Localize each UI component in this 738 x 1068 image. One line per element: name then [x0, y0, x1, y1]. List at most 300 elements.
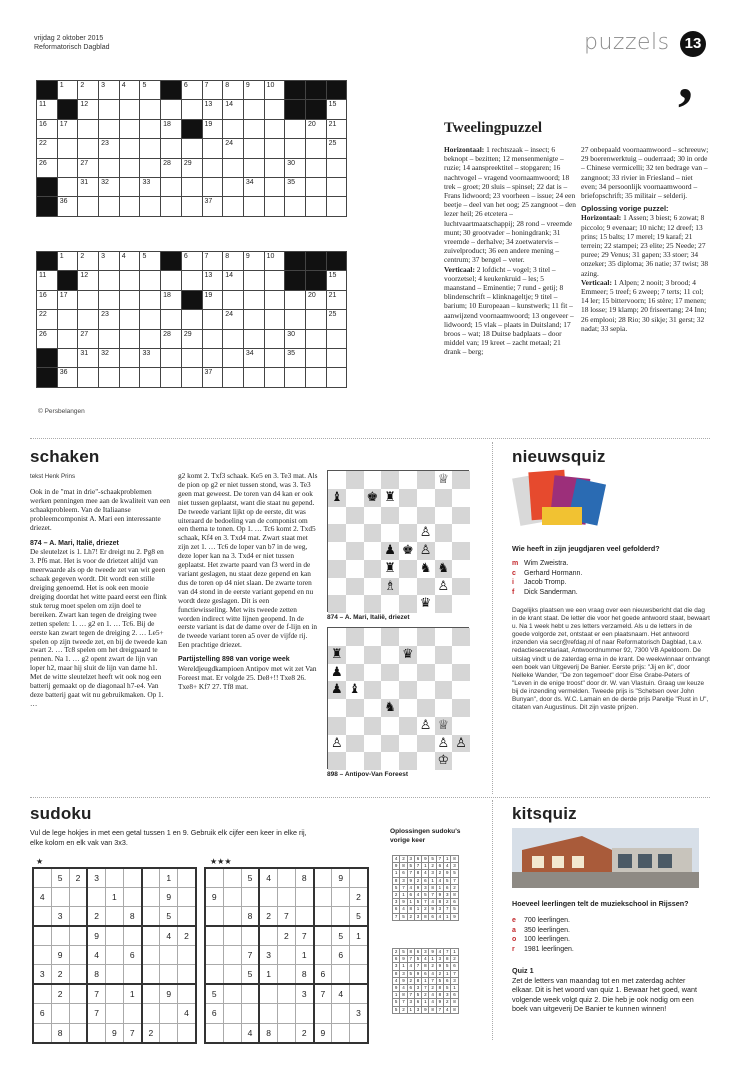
crossword-cell[interactable] — [99, 368, 120, 387]
crossword-cell[interactable] — [119, 290, 140, 309]
sudoku-cell[interactable] — [178, 984, 196, 1003]
sudoku-cell[interactable] — [69, 965, 87, 984]
crossword-cell[interactable] — [264, 310, 285, 329]
crossword-cell[interactable] — [285, 139, 306, 158]
crossword-cell[interactable]: 31 — [78, 348, 99, 367]
sudoku-cell[interactable] — [259, 887, 277, 906]
sudoku-cell[interactable] — [314, 946, 332, 965]
crossword-cell[interactable] — [305, 368, 326, 387]
sudoku-cell[interactable] — [350, 965, 368, 984]
crossword-cell[interactable] — [140, 100, 161, 119]
crossword-cell[interactable] — [140, 271, 161, 290]
crossword-cell[interactable]: 26 — [37, 158, 58, 177]
crossword-cell[interactable] — [57, 329, 78, 348]
crossword-cell[interactable]: 34 — [243, 348, 264, 367]
sudoku-cell[interactable] — [241, 887, 259, 906]
crossword-cell[interactable] — [181, 197, 202, 216]
sudoku-cell[interactable] — [178, 1023, 196, 1042]
crossword-cell[interactable]: 1 — [57, 81, 78, 100]
sudoku-cell[interactable] — [350, 946, 368, 965]
crossword-cell[interactable] — [57, 177, 78, 196]
sudoku-cell[interactable] — [160, 965, 178, 984]
crossword-cell[interactable]: 26 — [37, 329, 58, 348]
crossword-cell[interactable] — [264, 348, 285, 367]
crossword-cell[interactable] — [119, 368, 140, 387]
crossword-cell[interactable] — [161, 368, 182, 387]
sudoku-cell[interactable] — [223, 984, 241, 1003]
sudoku-cell[interactable] — [51, 1004, 69, 1023]
crossword-cell[interactable]: 18 — [161, 290, 182, 309]
sudoku-cell[interactable] — [241, 1004, 259, 1023]
crossword-cell[interactable]: 22 — [37, 139, 58, 158]
crossword-cell[interactable]: 10 — [264, 81, 285, 100]
crossword-cell[interactable]: 30 — [285, 158, 306, 177]
crossword-cell[interactable] — [140, 197, 161, 216]
crossword-cell[interactable] — [119, 329, 140, 348]
crossword-cell[interactable] — [243, 271, 264, 290]
sudoku-cell[interactable] — [69, 984, 87, 1003]
crossword-cell[interactable] — [161, 100, 182, 119]
crossword-cell[interactable] — [119, 119, 140, 138]
sudoku-cell[interactable] — [105, 965, 123, 984]
sudoku-cell[interactable] — [69, 907, 87, 926]
sudoku-grid-hard[interactable] — [204, 867, 369, 1044]
crossword-cell[interactable]: 30 — [285, 329, 306, 348]
sudoku-cell[interactable] — [105, 907, 123, 926]
crossword-cell[interactable] — [99, 329, 120, 348]
sudoku-cell[interactable] — [259, 1004, 277, 1023]
crossword-cell[interactable] — [243, 310, 264, 329]
sudoku-cell[interactable] — [295, 1004, 313, 1023]
crossword-cell[interactable] — [264, 158, 285, 177]
crossword-cell[interactable]: 16 — [37, 290, 58, 309]
crossword-cell[interactable] — [285, 197, 306, 216]
sudoku-cell[interactable] — [259, 926, 277, 945]
sudoku-cell[interactable] — [223, 965, 241, 984]
sudoku-cell[interactable] — [142, 946, 160, 965]
sudoku-cell[interactable] — [33, 926, 51, 945]
chess-piece: ♜ — [381, 489, 399, 507]
crossword-cell[interactable] — [305, 139, 326, 158]
crossword-cell[interactable]: 6 — [181, 81, 202, 100]
sudoku-cell[interactable] — [178, 868, 196, 887]
crossword-cell[interactable]: 25 — [326, 310, 347, 329]
sudoku-cell[interactable] — [277, 1023, 295, 1042]
sudoku-cell[interactable] — [69, 946, 87, 965]
crossword-cell[interactable] — [305, 197, 326, 216]
crossword-cell[interactable]: 9 — [243, 252, 264, 271]
crossword-cell[interactable]: 29 — [181, 329, 202, 348]
crossword-cell[interactable]: 22 — [37, 310, 58, 329]
solution-cell: 2 — [444, 899, 451, 906]
crossword-cell[interactable] — [264, 139, 285, 158]
crossword-cell[interactable] — [119, 139, 140, 158]
crossword-cell[interactable]: 2 — [78, 252, 99, 271]
crossword-cell[interactable] — [78, 139, 99, 158]
sudoku-grid-easy[interactable] — [32, 867, 197, 1044]
crossword-cell[interactable]: 16 — [37, 119, 58, 138]
crossword-cell[interactable] — [202, 139, 223, 158]
crossword-cell[interactable] — [243, 368, 264, 387]
crossword-cell[interactable] — [119, 348, 140, 367]
crossword-cell[interactable] — [119, 271, 140, 290]
sudoku-cell[interactable] — [205, 907, 223, 926]
sudoku-cell[interactable] — [350, 984, 368, 1003]
crossword-cell[interactable]: 3 — [99, 252, 120, 271]
chess-square — [328, 524, 346, 542]
sudoku-cell[interactable] — [142, 887, 160, 906]
sudoku-cell[interactable] — [277, 1004, 295, 1023]
crossword-cell[interactable] — [181, 310, 202, 329]
crossword-cell[interactable]: 31 — [78, 177, 99, 196]
crossword-cell[interactable] — [202, 177, 223, 196]
crossword-cell[interactable] — [140, 158, 161, 177]
crossword-cell[interactable] — [57, 158, 78, 177]
sudoku-cell[interactable] — [241, 984, 259, 1003]
crossword-cell[interactable]: 27 — [78, 329, 99, 348]
crossword-cell[interactable] — [161, 271, 182, 290]
crossword-cell[interactable] — [243, 119, 264, 138]
crossword-cell[interactable] — [223, 158, 244, 177]
crossword-cell[interactable] — [78, 197, 99, 216]
crossword-cell[interactable]: 13 — [202, 271, 223, 290]
sudoku-cell[interactable] — [160, 1004, 178, 1023]
crossword-cell[interactable] — [243, 290, 264, 309]
crossword-cell[interactable] — [99, 290, 120, 309]
crossword-cell[interactable]: 28 — [161, 158, 182, 177]
sudoku-cell[interactable] — [33, 984, 51, 1003]
crossword-cell[interactable] — [264, 100, 285, 119]
crossword-cell[interactable] — [140, 329, 161, 348]
crossword-cell[interactable] — [181, 139, 202, 158]
crossword-cell[interactable] — [223, 329, 244, 348]
crossword-cell[interactable] — [140, 368, 161, 387]
sudoku-cell[interactable] — [51, 887, 69, 906]
sudoku-cell[interactable] — [314, 907, 332, 926]
sudoku-cell[interactable] — [142, 868, 160, 887]
crossword-cell[interactable] — [202, 158, 223, 177]
sudoku-cell[interactable] — [142, 1004, 160, 1023]
crossword-cell[interactable] — [181, 100, 202, 119]
crossword-cell[interactable] — [78, 119, 99, 138]
crossword-cell[interactable] — [181, 177, 202, 196]
sudoku-cell[interactable] — [123, 965, 141, 984]
sudoku-cell[interactable] — [69, 1004, 87, 1023]
crossword-cell[interactable] — [223, 197, 244, 216]
crossword-cell[interactable] — [140, 119, 161, 138]
crossword-cell[interactable]: 25 — [326, 139, 347, 158]
crossword-cell[interactable]: 29 — [181, 158, 202, 177]
crossword-cell[interactable] — [285, 290, 306, 309]
crossword-cell[interactable]: 21 — [326, 290, 347, 309]
crossword-cell[interactable]: 8 — [223, 252, 244, 271]
crossword-cell[interactable] — [161, 310, 182, 329]
crossword-cell[interactable]: 37 — [202, 197, 223, 216]
crossword-cell[interactable]: 12 — [78, 271, 99, 290]
sudoku-cell[interactable] — [123, 1004, 141, 1023]
sudoku-cell[interactable] — [33, 1023, 51, 1042]
crossword-cell[interactable] — [326, 177, 347, 196]
sudoku-cell[interactable] — [223, 926, 241, 945]
crossword-cell[interactable] — [223, 119, 244, 138]
crossword-cell[interactable] — [161, 177, 182, 196]
sudoku-cell: 1 — [123, 984, 141, 1003]
crossword-cell[interactable] — [140, 310, 161, 329]
crossword-cell[interactable] — [99, 119, 120, 138]
sudoku-cell[interactable] — [205, 1023, 223, 1042]
crossword-cell[interactable]: 9 — [243, 81, 264, 100]
crossword-cell[interactable]: 7 — [202, 252, 223, 271]
crossword-cell[interactable] — [305, 348, 326, 367]
sudoku-cell[interactable] — [69, 926, 87, 945]
sudoku-cell[interactable] — [51, 926, 69, 945]
sudoku-cell[interactable] — [314, 926, 332, 945]
sudoku-cell[interactable] — [205, 926, 223, 945]
crossword-cell[interactable] — [119, 177, 140, 196]
sudoku-cell[interactable] — [142, 965, 160, 984]
crossword-cell[interactable] — [243, 139, 264, 158]
sudoku-cell[interactable] — [69, 1023, 87, 1042]
crossword-cell[interactable]: 15 — [326, 100, 347, 119]
crossword-grid-1[interactable] — [36, 80, 347, 217]
sudoku-cell[interactable] — [123, 887, 141, 906]
sudoku-cell[interactable] — [160, 946, 178, 965]
crossword-cell[interactable]: 33 — [140, 177, 161, 196]
crossword-cell[interactable]: 28 — [161, 329, 182, 348]
sudoku-cell[interactable] — [142, 984, 160, 1003]
crossword-cell[interactable]: 34 — [243, 177, 264, 196]
sudoku-cell[interactable] — [178, 907, 196, 926]
crossword-cell[interactable]: 27 — [78, 158, 99, 177]
sudoku-cell[interactable] — [105, 984, 123, 1003]
crossword-cell[interactable]: 20 — [305, 290, 326, 309]
crossword-cell[interactable] — [264, 119, 285, 138]
crossword-cell[interactable] — [264, 271, 285, 290]
crossword-cell[interactable] — [161, 348, 182, 367]
sudoku-cell[interactable] — [105, 926, 123, 945]
sudoku-cell[interactable] — [142, 907, 160, 926]
chess-piece: ♛ — [399, 646, 417, 664]
crossword-cell[interactable] — [264, 177, 285, 196]
crossword-cell[interactable]: 36 — [57, 197, 78, 216]
crossword-cell[interactable] — [243, 158, 264, 177]
crossword-cell[interactable] — [223, 348, 244, 367]
crossword-cell[interactable] — [305, 177, 326, 196]
crossword-cell[interactable] — [326, 158, 347, 177]
crossword-cell[interactable] — [119, 310, 140, 329]
sudoku-cell[interactable] — [295, 887, 313, 906]
crossword-cell[interactable] — [223, 177, 244, 196]
sudoku-cell[interactable] — [142, 926, 160, 945]
sudoku-cell[interactable] — [350, 1023, 368, 1042]
crossword-cell[interactable] — [181, 368, 202, 387]
crossword-cell[interactable]: 7 — [202, 81, 223, 100]
sudoku-cell[interactable] — [259, 984, 277, 1003]
crossword-cell[interactable] — [99, 197, 120, 216]
crossword-cell[interactable] — [161, 197, 182, 216]
sudoku-cell: 2 — [87, 907, 105, 926]
sudoku-cell[interactable] — [105, 868, 123, 887]
chess-square — [417, 471, 435, 489]
sudoku-cell[interactable] — [223, 1023, 241, 1042]
crossword-cell[interactable] — [181, 348, 202, 367]
crossword-cell[interactable]: 36 — [57, 368, 78, 387]
sudoku-cell[interactable] — [105, 1004, 123, 1023]
crossword-cell[interactable]: 1 — [57, 252, 78, 271]
crossword-cell[interactable]: 32 — [99, 177, 120, 196]
crossword-cell[interactable] — [305, 329, 326, 348]
sudoku-cell[interactable] — [332, 887, 350, 906]
sudoku-cell[interactable] — [69, 887, 87, 906]
crossword-cell[interactable] — [202, 310, 223, 329]
crossword-cell[interactable] — [264, 329, 285, 348]
crossword-cell[interactable] — [305, 310, 326, 329]
crossword-cell[interactable] — [78, 290, 99, 309]
solution-cell: 5 — [393, 884, 400, 891]
sudoku-cell[interactable] — [123, 868, 141, 887]
crossword-cell[interactable] — [202, 348, 223, 367]
sudoku-cell[interactable] — [205, 965, 223, 984]
crossword-cell[interactable]: 14 — [223, 271, 244, 290]
crossword-cell[interactable]: 13 — [202, 100, 223, 119]
crossword-cell[interactable] — [326, 197, 347, 216]
sudoku-cell[interactable] — [277, 965, 295, 984]
crossword-cell[interactable] — [285, 310, 306, 329]
sudoku-cell[interactable] — [123, 926, 141, 945]
sudoku-cell[interactable] — [223, 868, 241, 887]
crossword-cell[interactable]: 11 — [37, 100, 58, 119]
crossword-cell[interactable]: 11 — [37, 271, 58, 290]
sudoku-cell[interactable] — [87, 887, 105, 906]
crossword-cell[interactable]: 23 — [99, 310, 120, 329]
crossword-cell[interactable]: 5 — [140, 81, 161, 100]
crossword-cell[interactable]: 15 — [326, 271, 347, 290]
crossword-cell[interactable] — [326, 329, 347, 348]
crossword-cell[interactable]: 8 — [223, 81, 244, 100]
sudoku-cell[interactable] — [33, 946, 51, 965]
crossword-cell[interactable]: 6 — [181, 252, 202, 271]
crossword-cell[interactable]: 20 — [305, 119, 326, 138]
sudoku-cell[interactable] — [178, 946, 196, 965]
crossword-cell[interactable] — [140, 139, 161, 158]
sudoku-cell[interactable] — [295, 907, 313, 926]
sudoku-cell[interactable] — [105, 946, 123, 965]
crossword-cell[interactable]: 24 — [223, 139, 244, 158]
sudoku-cell[interactable] — [241, 926, 259, 945]
sudoku-cell[interactable] — [205, 868, 223, 887]
sudoku-cell[interactable] — [223, 946, 241, 965]
crossword-cell[interactable] — [119, 158, 140, 177]
sudoku-cell[interactable] — [33, 868, 51, 887]
crossword-cell[interactable] — [243, 197, 264, 216]
crossword-cell[interactable] — [285, 119, 306, 138]
crossword-cell[interactable]: 17 — [57, 290, 78, 309]
crossword-cell[interactable]: 17 — [57, 119, 78, 138]
sudoku-cell[interactable] — [314, 1004, 332, 1023]
sudoku-cell[interactable] — [87, 1023, 105, 1042]
crossword-cell[interactable] — [264, 290, 285, 309]
sudoku-cell[interactable] — [332, 907, 350, 926]
crossword-cell[interactable] — [181, 271, 202, 290]
crossword-cell[interactable] — [243, 329, 264, 348]
crossword-cell[interactable]: 14 — [223, 100, 244, 119]
crossword-cell[interactable]: 18 — [161, 119, 182, 138]
sudoku-cell[interactable] — [350, 868, 368, 887]
crossword-cell[interactable]: 32 — [99, 348, 120, 367]
crossword-cell[interactable]: 19 — [202, 119, 223, 138]
crossword-cell[interactable]: 33 — [140, 348, 161, 367]
crossword-cell[interactable] — [119, 197, 140, 216]
crossword-cell[interactable]: 5 — [140, 252, 161, 271]
crossword-cell[interactable]: 12 — [78, 100, 99, 119]
crossword-cell[interactable] — [99, 271, 120, 290]
crossword-cell[interactable]: 21 — [326, 119, 347, 138]
crossword-cell[interactable] — [223, 290, 244, 309]
sudoku-cell[interactable] — [33, 907, 51, 926]
crossword-cell[interactable]: 37 — [202, 368, 223, 387]
crossword-grid-2[interactable] — [36, 251, 347, 388]
sudoku-cell[interactable] — [223, 1004, 241, 1023]
crossword-cell[interactable]: 23 — [99, 139, 120, 158]
crossword-cell[interactable] — [99, 158, 120, 177]
crossword-cell[interactable] — [264, 368, 285, 387]
crossword-cell[interactable] — [243, 100, 264, 119]
crossword-cell[interactable]: 2 — [78, 81, 99, 100]
crossword-cell[interactable] — [305, 158, 326, 177]
crossword-cell[interactable] — [285, 368, 306, 387]
crossword-cell[interactable]: 4 — [119, 252, 140, 271]
crossword-cell[interactable] — [326, 348, 347, 367]
sudoku-cell[interactable] — [332, 1023, 350, 1042]
sudoku-cell[interactable] — [223, 887, 241, 906]
sudoku-cell[interactable] — [178, 965, 196, 984]
sudoku-cell[interactable] — [314, 868, 332, 887]
sudoku-cell[interactable] — [160, 1023, 178, 1042]
sudoku-cell[interactable] — [277, 868, 295, 887]
crossword-cell[interactable]: 4 — [119, 81, 140, 100]
sudoku-cell[interactable] — [314, 887, 332, 906]
sudoku-cell[interactable] — [277, 887, 295, 906]
crossword-cell[interactable]: 35 — [285, 348, 306, 367]
crossword-cell[interactable] — [264, 197, 285, 216]
sudoku-cell: 3 — [51, 907, 69, 926]
crossword-cell[interactable] — [57, 139, 78, 158]
crossword-cell[interactable] — [78, 310, 99, 329]
sudoku-cell[interactable] — [332, 1004, 350, 1023]
crossword-cell[interactable] — [119, 100, 140, 119]
crossword-cell[interactable] — [78, 368, 99, 387]
crossword-cell[interactable] — [223, 368, 244, 387]
crossword-cell[interactable]: 35 — [285, 177, 306, 196]
crossword-cell[interactable] — [202, 329, 223, 348]
crossword-cell[interactable] — [99, 100, 120, 119]
crossword-cell[interactable]: 10 — [264, 252, 285, 271]
sudoku-cell[interactable] — [277, 946, 295, 965]
sudoku-cell[interactable] — [332, 965, 350, 984]
crossword-cell[interactable]: 24 — [223, 310, 244, 329]
crossword-cell[interactable] — [161, 139, 182, 158]
crossword-cell[interactable]: 19 — [202, 290, 223, 309]
sudoku-cell[interactable] — [178, 887, 196, 906]
crossword-cell[interactable] — [57, 348, 78, 367]
sudoku-cell[interactable] — [223, 907, 241, 926]
sudoku-cell[interactable] — [277, 984, 295, 1003]
crossword-cell[interactable]: 3 — [99, 81, 120, 100]
sudoku-cell[interactable] — [205, 946, 223, 965]
crossword-cell[interactable] — [140, 290, 161, 309]
crossword-cell[interactable] — [57, 310, 78, 329]
crossword-cell[interactable] — [326, 368, 347, 387]
